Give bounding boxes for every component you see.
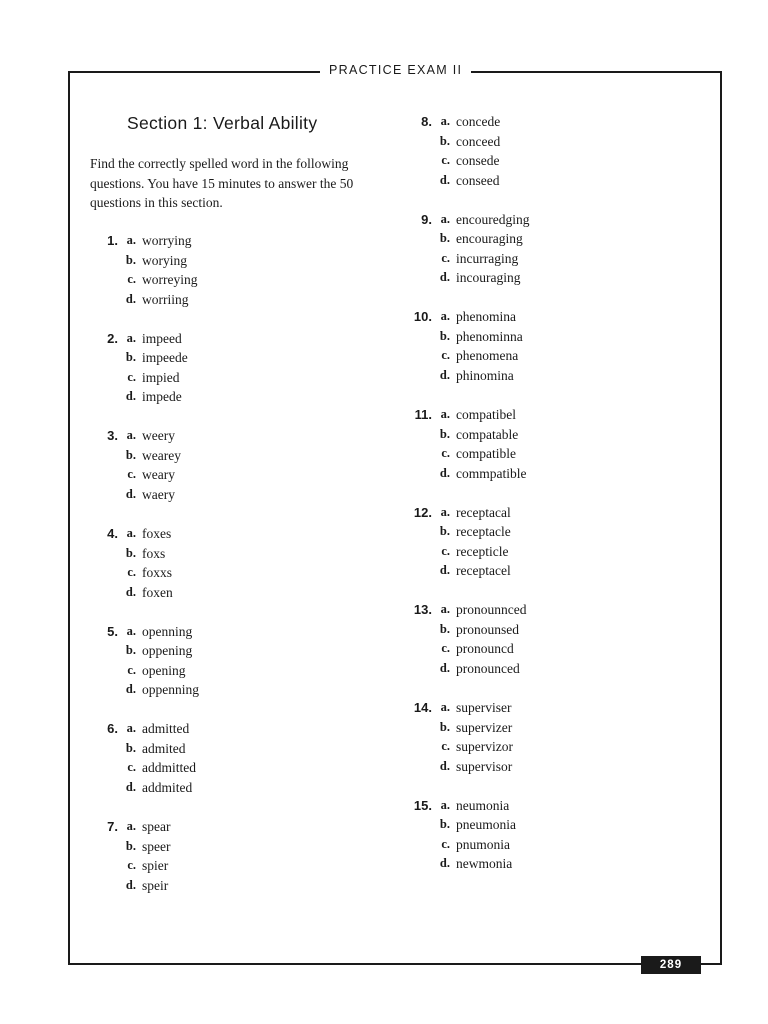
option-letter: a. xyxy=(440,407,450,422)
answer-option[interactable] xyxy=(432,737,624,757)
option-letter: a. xyxy=(126,330,136,345)
option-word: receptacal xyxy=(456,504,511,520)
option-word: foxs xyxy=(142,545,166,561)
option-word: foxxs xyxy=(142,565,172,581)
option-letter: c. xyxy=(441,836,450,851)
option-letter: a. xyxy=(440,114,450,128)
option-letter: a. xyxy=(440,504,450,519)
option-letter: c. xyxy=(441,543,450,558)
question-number: 14. xyxy=(413,700,432,716)
option-letter: c. xyxy=(127,272,136,286)
question-item xyxy=(90,426,310,504)
option-word: worying xyxy=(142,252,187,268)
option-word: supervizor xyxy=(456,739,513,755)
answer-option[interactable] xyxy=(432,307,624,327)
option-letter: c. xyxy=(127,467,136,482)
answer-option[interactable] xyxy=(118,348,310,368)
question-number: 11. xyxy=(414,407,432,423)
answer-option[interactable] xyxy=(118,329,310,349)
option-letter: a. xyxy=(440,309,450,324)
section-instructions: Find the correctly spelled word in the following questions. You have 15 minutes to answer the 50 questions in this section. xyxy=(90,156,354,210)
option-word: speer xyxy=(142,838,171,854)
answer-option[interactable] xyxy=(118,641,310,661)
question-number: 8. xyxy=(421,114,432,129)
answer-options xyxy=(118,622,310,700)
answer-option[interactable] xyxy=(432,561,624,581)
option-letter: a. xyxy=(440,700,450,715)
option-letter: c. xyxy=(441,153,450,167)
answer-options xyxy=(118,524,310,602)
question-number: 12. xyxy=(413,504,432,520)
answer-options xyxy=(118,817,310,895)
option-word: impeed xyxy=(142,330,182,346)
option-word: incouraging xyxy=(456,270,521,286)
option-word: waery xyxy=(142,486,175,502)
option-word: receptacel xyxy=(456,563,511,579)
option-word: worreying xyxy=(142,272,198,287)
answer-option[interactable] xyxy=(432,757,624,777)
question-number: 7. xyxy=(107,819,118,835)
option-word: pneumonia xyxy=(456,817,516,833)
option-letter: b. xyxy=(125,838,136,853)
option-word: supervisor xyxy=(456,758,513,774)
option-letter: d. xyxy=(439,563,450,578)
answer-option[interactable] xyxy=(432,171,624,191)
option-letter: a. xyxy=(126,526,136,541)
question-item xyxy=(90,524,310,602)
answer-option[interactable] xyxy=(432,522,624,542)
option-word: worriing xyxy=(142,291,189,307)
answer-option[interactable] xyxy=(118,231,310,251)
question-item xyxy=(404,405,624,483)
answer-option[interactable] xyxy=(432,503,624,523)
option-letter: b. xyxy=(125,350,136,365)
option-word: admited xyxy=(142,740,186,756)
option-word: impede xyxy=(142,389,182,405)
answer-options xyxy=(118,231,310,309)
option-word: impied xyxy=(142,369,180,385)
page-number: 289 xyxy=(641,956,701,974)
question-item xyxy=(404,210,624,288)
answer-option[interactable] xyxy=(118,563,310,583)
question-number: 2. xyxy=(107,330,118,346)
option-word: neumonia xyxy=(456,797,510,813)
option-word: phinomina xyxy=(456,367,514,383)
option-word: oppening xyxy=(142,643,193,659)
option-word: admitted xyxy=(142,721,190,737)
option-letter: b. xyxy=(439,231,450,246)
answer-option[interactable] xyxy=(118,270,310,290)
option-word: compatable xyxy=(456,426,519,442)
answer-options xyxy=(432,307,624,385)
answer-option[interactable] xyxy=(432,796,624,816)
answer-option[interactable] xyxy=(118,680,310,700)
section-title: Section 1: Verbal Ability xyxy=(127,113,318,133)
option-word: incurraging xyxy=(456,250,519,266)
option-word: foxen xyxy=(142,584,173,600)
option-word: spear xyxy=(142,819,171,835)
answer-option[interactable] xyxy=(432,854,624,874)
option-word: pronounsed xyxy=(456,621,519,637)
question-item xyxy=(404,307,624,385)
answer-option[interactable] xyxy=(118,387,310,407)
option-letter: b. xyxy=(125,252,136,267)
question-column-left xyxy=(90,231,310,915)
option-letter: c. xyxy=(441,446,450,461)
answer-option[interactable] xyxy=(432,425,624,445)
option-word: weary xyxy=(142,467,175,483)
option-letter: d. xyxy=(125,682,136,697)
option-word: wearey xyxy=(142,447,181,463)
answer-option[interactable] xyxy=(432,815,624,835)
answer-options xyxy=(118,426,310,504)
option-word: pronounnced xyxy=(456,602,527,618)
answer-option[interactable] xyxy=(432,444,624,464)
option-word: conceed xyxy=(456,133,501,149)
option-word: weery xyxy=(142,428,175,444)
answer-option[interactable] xyxy=(432,229,624,249)
answer-options xyxy=(118,719,310,797)
question-item xyxy=(404,698,624,776)
answer-option[interactable] xyxy=(118,583,310,603)
question-item xyxy=(90,817,310,895)
option-word: recepticle xyxy=(456,543,509,559)
option-letter: b. xyxy=(439,133,450,148)
option-word: supervizer xyxy=(456,719,513,735)
answer-options xyxy=(432,210,624,288)
answer-option[interactable] xyxy=(432,151,624,171)
option-word: encouraging xyxy=(456,231,523,247)
option-word: compatibel xyxy=(456,407,516,423)
answer-option[interactable] xyxy=(118,465,310,485)
answer-options xyxy=(432,796,624,874)
option-word: opening xyxy=(142,662,186,678)
answer-option[interactable] xyxy=(118,622,310,642)
answer-option[interactable] xyxy=(432,639,624,659)
question-number: 10. xyxy=(413,309,432,325)
option-word: pronouncd xyxy=(456,641,514,657)
question-number: 1. xyxy=(107,233,118,248)
answer-option[interactable] xyxy=(432,620,624,640)
answer-option[interactable] xyxy=(118,856,310,876)
option-word: commpatible xyxy=(456,465,527,481)
answer-option[interactable] xyxy=(432,132,624,152)
question-number: 15. xyxy=(413,797,432,813)
option-word: impeede xyxy=(142,350,188,366)
answer-option[interactable] xyxy=(432,698,624,718)
option-letter: b. xyxy=(439,524,450,539)
option-word: concede xyxy=(456,114,501,129)
question-item xyxy=(90,231,310,309)
question-number: 5. xyxy=(107,623,118,639)
answer-option[interactable] xyxy=(118,544,310,564)
answer-option[interactable] xyxy=(432,268,624,288)
answer-option[interactable] xyxy=(432,600,624,620)
option-word: compatible xyxy=(456,446,516,462)
option-letter: d. xyxy=(439,270,450,285)
option-word: newmonia xyxy=(456,856,513,872)
answer-option[interactable] xyxy=(432,542,624,562)
question-number: 9. xyxy=(421,211,432,227)
option-letter: b. xyxy=(439,426,450,441)
answer-option[interactable] xyxy=(118,661,310,681)
option-letter: d. xyxy=(439,172,450,187)
answer-option[interactable] xyxy=(118,837,310,857)
option-letter: b. xyxy=(125,740,136,755)
option-word: openning xyxy=(142,623,193,639)
option-letter: b. xyxy=(439,719,450,734)
answer-option[interactable] xyxy=(118,778,310,798)
option-word: speir xyxy=(142,877,169,893)
option-word: pnumonia xyxy=(456,836,510,852)
question-item xyxy=(404,112,624,190)
option-letter: a. xyxy=(126,623,136,638)
option-letter: d. xyxy=(439,660,450,675)
answer-option[interactable] xyxy=(432,659,624,679)
option-letter: a. xyxy=(126,721,136,736)
answer-option[interactable] xyxy=(432,327,624,347)
option-letter: c. xyxy=(127,858,136,873)
option-letter: b. xyxy=(125,447,136,462)
answer-option[interactable] xyxy=(118,817,310,837)
answer-option[interactable] xyxy=(118,426,310,446)
option-word: phenomena xyxy=(456,348,519,364)
answer-option[interactable] xyxy=(432,249,624,269)
option-letter: c. xyxy=(127,760,136,775)
option-word: encouredging xyxy=(456,211,530,227)
answer-option[interactable] xyxy=(432,718,624,738)
answer-option[interactable] xyxy=(432,835,624,855)
option-letter: d. xyxy=(125,291,136,306)
question-item xyxy=(404,503,624,581)
running-header: PRACTICE EXAM II xyxy=(320,61,471,79)
answer-option[interactable] xyxy=(118,758,310,778)
answer-option[interactable] xyxy=(118,251,310,271)
option-letter: b. xyxy=(439,621,450,636)
option-word: foxes xyxy=(142,526,172,542)
option-letter: c. xyxy=(127,565,136,580)
answer-option[interactable] xyxy=(118,876,310,896)
answer-options xyxy=(432,112,624,190)
option-letter: a. xyxy=(126,233,136,247)
question-number: 4. xyxy=(107,526,118,542)
answer-option[interactable] xyxy=(118,368,310,388)
answer-options xyxy=(432,405,624,483)
answer-option[interactable] xyxy=(432,112,624,132)
option-letter: d. xyxy=(125,389,136,404)
option-letter: a. xyxy=(440,797,450,812)
answer-options xyxy=(432,503,624,581)
option-letter: a. xyxy=(126,819,136,834)
option-word: phenomina xyxy=(456,309,516,325)
option-letter: c. xyxy=(127,662,136,677)
option-word: spier xyxy=(142,858,169,874)
answer-option[interactable] xyxy=(432,366,624,386)
option-letter: d. xyxy=(125,779,136,794)
answer-options xyxy=(432,600,624,678)
option-letter: d. xyxy=(125,486,136,501)
option-letter: b. xyxy=(439,817,450,832)
question-item xyxy=(90,329,310,407)
answer-option[interactable] xyxy=(118,290,310,310)
answer-options xyxy=(432,698,624,776)
question-item xyxy=(90,719,310,797)
option-word: addmited xyxy=(142,779,193,795)
option-word: pronounced xyxy=(456,660,520,676)
answer-option[interactable] xyxy=(118,524,310,544)
option-word: consede xyxy=(456,153,500,168)
question-item xyxy=(404,600,624,678)
option-letter: b. xyxy=(439,328,450,343)
question-column-right xyxy=(404,112,624,894)
option-letter: d. xyxy=(439,758,450,773)
option-word: phenominna xyxy=(456,328,523,344)
option-letter: a. xyxy=(126,428,136,443)
option-letter: c. xyxy=(441,348,450,363)
option-letter: d. xyxy=(439,465,450,480)
option-letter: d. xyxy=(125,877,136,892)
option-letter: c. xyxy=(127,369,136,384)
answer-option[interactable] xyxy=(432,346,624,366)
option-word: conseed xyxy=(456,172,500,188)
question-number: 6. xyxy=(107,721,118,737)
answer-option[interactable] xyxy=(118,739,310,759)
answer-option[interactable] xyxy=(118,446,310,466)
answer-option[interactable] xyxy=(432,405,624,425)
option-word: oppenning xyxy=(142,682,199,698)
question-number: 3. xyxy=(107,428,118,444)
option-word: addmitted xyxy=(142,760,196,776)
answer-options xyxy=(118,329,310,407)
option-word: receptacle xyxy=(456,524,511,540)
option-letter: b. xyxy=(125,643,136,658)
option-letter: c. xyxy=(441,250,450,265)
option-letter: c. xyxy=(441,739,450,754)
option-word: worrying xyxy=(142,233,192,248)
question-number: 13. xyxy=(413,602,432,618)
answer-option[interactable] xyxy=(432,464,624,484)
option-letter: d. xyxy=(439,367,450,382)
option-word: superviser xyxy=(456,700,512,716)
question-item xyxy=(404,796,624,874)
option-letter: d. xyxy=(125,584,136,599)
answer-option[interactable] xyxy=(432,210,624,230)
question-item xyxy=(90,622,310,700)
option-letter: d. xyxy=(439,856,450,871)
option-letter: a. xyxy=(440,602,450,617)
option-letter: a. xyxy=(440,211,450,226)
answer-option[interactable] xyxy=(118,485,310,505)
option-letter: c. xyxy=(441,641,450,656)
answer-option[interactable] xyxy=(118,719,310,739)
option-letter: b. xyxy=(125,545,136,560)
